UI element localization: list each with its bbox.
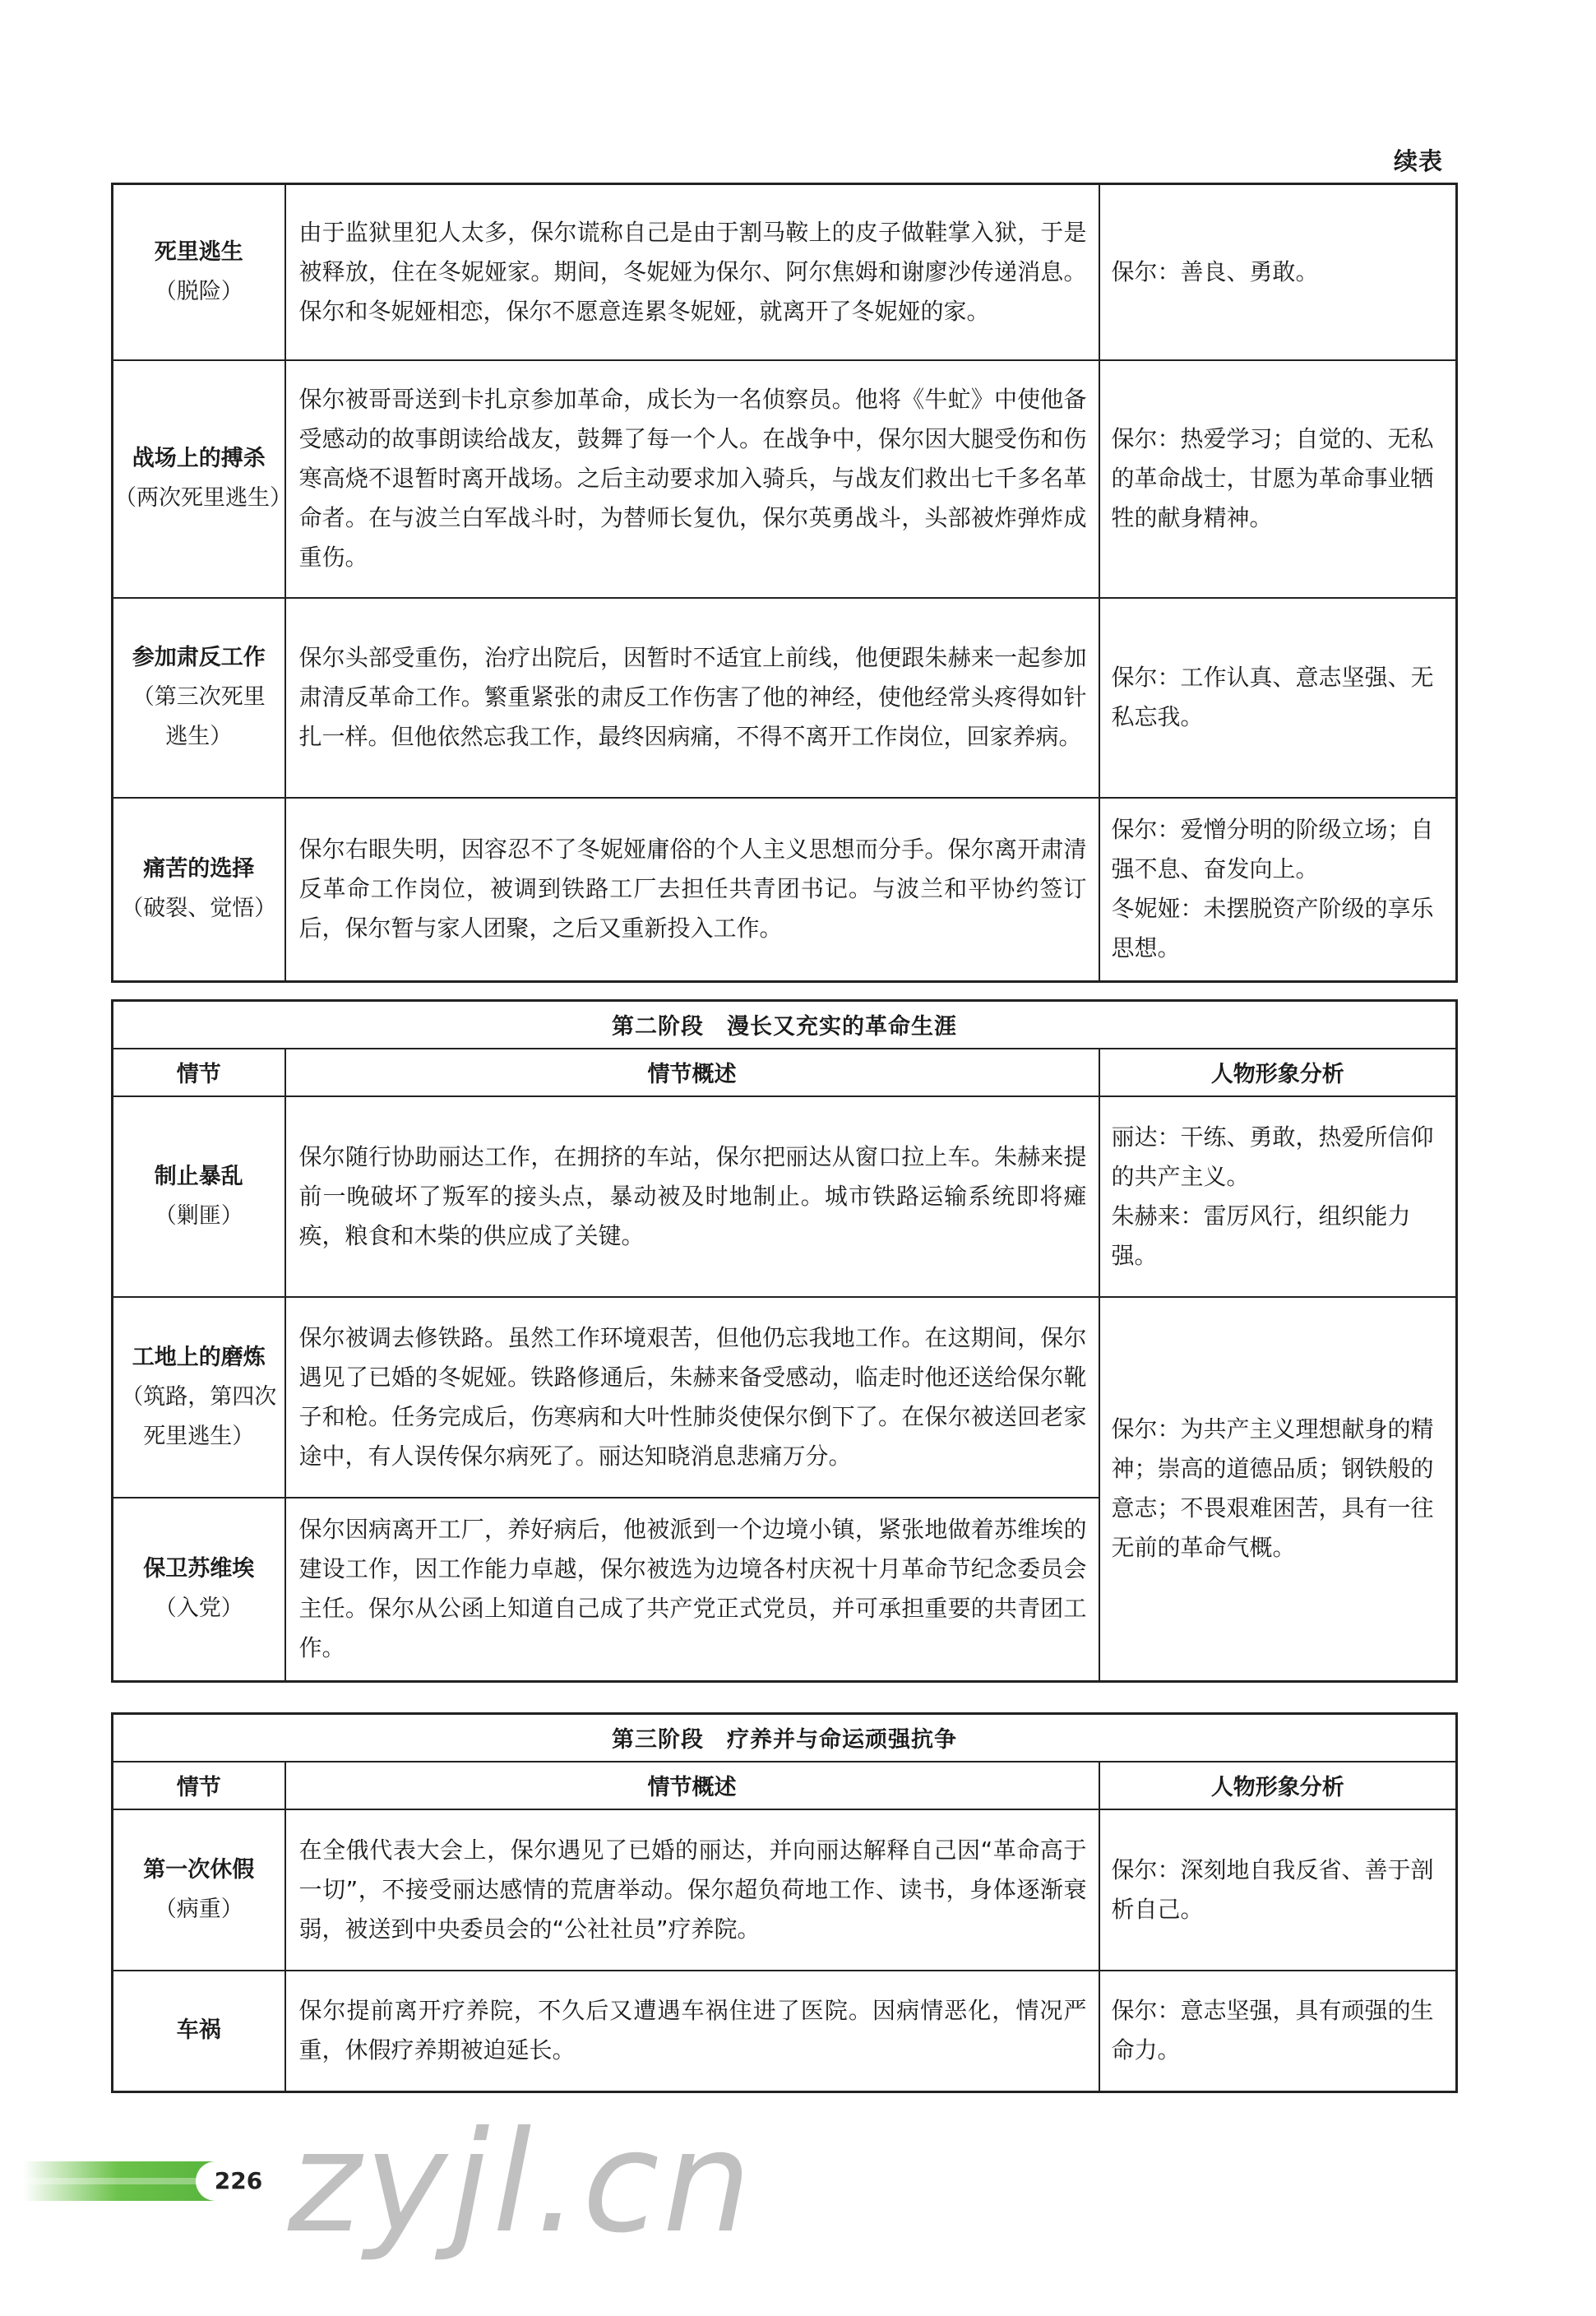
table-row (113, 1971, 1457, 2092)
plot-name: 参加肃反工作 (132, 645, 266, 670)
plot-summary: 保尔被调去修铁路。虽然工作环境艰苦，但他仍忘我地工作。在这期间，保尔遇见了已婚的冬妮娅。铁路修通后，朱赫来备受感动，临走时他还送给保尔靴子和枪。任务完成后，伤寒病和大叶性肺炎使保尔倒下了。在保尔被送回老家途中，有人误传保尔病死了。丽达知晓消息悲痛万分。 (285, 1297, 1099, 1498)
plot-name-cell (113, 360, 292, 598)
plot-name-cell (113, 184, 285, 360)
table-row (113, 360, 1457, 598)
plot-name: 制止暴乱 (154, 1163, 243, 1189)
table-row (113, 184, 1457, 360)
plot-subtitle: （两次死里逃生） (114, 485, 292, 511)
plot-name: 战场上的搏杀 (132, 446, 266, 471)
plot-name: 第一次休假 (143, 1856, 255, 1883)
table-row (113, 798, 1457, 982)
plot-name: 死里逃生 (154, 239, 243, 265)
character-analysis: 保尔：善良、勇敢。 (1099, 184, 1457, 360)
plot-name-cell (113, 798, 285, 982)
character-analysis: 丽达：干练、勇敢，热爱所信仰的共产主义。 朱赫来：雷厉风行，组织能力强。 (1099, 1096, 1457, 1297)
plot-summary: 保尔被哥哥送到卡扎京参加革命，成长为一名侦察员。他将《牛虻》中使他备受感动的故事朗读给战友，鼓舞了每一个人。在战争中，保尔因大腿受伤和伤寒高烧不退暂时离开战场。之后主动要求加入骑兵，与战友们救出七千多名革命者。在与波兰白军战斗时，为替师长复仇，保尔英勇战斗，头部被炸弹炸成重伤。 (285, 360, 1099, 598)
table-row (113, 598, 1457, 798)
plot-subtitle: （筑路，第四次 (121, 1383, 277, 1410)
plot-subtitle: 死里逃生） (143, 1423, 255, 1449)
stage1-table (111, 183, 1458, 983)
plot-name: 痛苦的选择 (143, 856, 255, 882)
table-row (113, 1297, 1457, 1498)
plot-subtitle: （剿匪） (154, 1202, 243, 1229)
plot-subtitle: （破裂、觉悟） (121, 896, 277, 922)
column-header: 情节概述 (285, 1049, 1099, 1096)
plot-summary: 在全俄代表大会上，保尔遇见了已婚的丽达，并向丽达解释自己因“革命高于一切”，不接受丽达感情的荒唐举动。保尔超负荷地工作、读书，身体逐渐衰弱，被送到中央委员会的“公社社员”疗养院。 (285, 1809, 1099, 1971)
character-analysis: 保尔：意志坚强，具有顽强的生命力。 (1099, 1971, 1457, 2092)
header-row (113, 1762, 1457, 1809)
continued-label: 续表 (1394, 147, 1444, 175)
plot-summary: 保尔因病离开工厂，养好病后，他被派到一个边境小镇，紧张地做着苏维埃的建设工作，因工作能力卓越，保尔被选为边境各村庆祝十月革命节纪念委员会主任。保尔从公函上知道自己成了共产党正式党员，并可承担重要的共青团工作。 (285, 1498, 1099, 1682)
plot-subtitle: （第三次死里 (132, 684, 266, 710)
column-header: 人物形象分析 (1099, 1049, 1457, 1096)
header-row (113, 1049, 1457, 1096)
plot-name-cell (113, 1096, 285, 1297)
plot-summary: 保尔头部受重伤，治疗出院后，因暂时不适宜上前线，他便跟朱赫来一起参加肃清反革命工作。繁重紧张的肃反工作伤害了他的神经，使他经常头疼得如针扎一样。但他依然忘我工作，最终因病痛，不得不离开工作岗位，回家养病。 (285, 598, 1099, 798)
plot-name: 工地上的磨炼 (132, 1344, 266, 1370)
stage-title: 第二阶段 漫长又充实的革命生涯 (113, 1001, 1457, 1049)
stage-title-row (113, 1714, 1457, 1762)
plot-name: 车祸 (176, 2017, 221, 2044)
table-row (113, 1809, 1457, 1971)
plot-summary: 保尔右眼失明，因容忍不了冬妮娅庸俗的个人主义思想而分手。保尔离开肃清反革命工作岗位，被调到铁路工厂去担任共青团书记。与波兰和平协约签订后，保尔暂与家人团聚，之后又重新投入工作。 (285, 798, 1099, 982)
plot-summary: 由于监狱里犯人太多，保尔谎称自己是由于割马鞍上的皮子做鞋掌入狱，于是被释放，住在冬妮娅家。期间，冬妮娅为保尔、阿尔焦姆和谢廖沙传递消息。保尔和冬妮娅相恋，保尔不愿意连累冬妮娅，就离开了冬妮娅的家。 (285, 184, 1099, 360)
page-number: 226 (196, 2161, 281, 2201)
plot-subtitle: （入党） (154, 1596, 243, 1622)
character-analysis: 保尔：工作认真、意志坚强、无私忘我。 (1099, 598, 1457, 798)
character-analysis: 保尔：爱憎分明的阶级立场；自强不息、奋发向上。 冬妮娅：未摆脱资产阶级的享乐思想。 (1099, 798, 1457, 982)
column-header: 人物形象分析 (1099, 1762, 1457, 1809)
plot-name-cell (113, 1498, 285, 1682)
column-header: 情节概述 (285, 1762, 1099, 1809)
character-analysis: 保尔：热爱学习；自觉的、无私的革命战士，甘愿为革命事业牺牲的献身精神。 (1099, 360, 1457, 598)
watermark-text: zyjl.cn (288, 2101, 755, 2264)
stage-title-row (113, 1001, 1457, 1049)
plot-subtitle: 逃生） (165, 724, 233, 749)
plot-name-cell (113, 1971, 285, 2092)
plot-name-cell (113, 1297, 285, 1498)
plot-name-cell (113, 1809, 285, 1971)
plot-summary: 保尔随行协助丽达工作，在拥挤的车站，保尔把丽达从窗口拉上车。朱赫来提前一晚破坏了叛军的接头点，暴动被及时地制止。城市铁路运输系统即将瘫痪，粮食和木柴的供应成了关键。 (285, 1096, 1099, 1297)
plot-subtitle: （病重） (154, 1896, 243, 1922)
stage3-table (111, 1712, 1458, 2093)
column-header: 情节 (113, 1762, 285, 1809)
plot-name: 保卫苏维埃 (143, 1556, 255, 1582)
plot-subtitle: （脱险） (154, 278, 243, 304)
plot-name-cell (113, 598, 285, 798)
table-row (113, 1096, 1457, 1297)
stage2-table (111, 999, 1458, 1683)
stage-title: 第三阶段 疗养并与命运顽强抗争 (113, 1714, 1457, 1762)
character-analysis: 保尔：为共产主义理想献身的精神；崇高的道德品质；钢铁般的意志；不畏艰难困苦，具有一往无前的革命气概。 (1099, 1297, 1457, 1682)
plot-summary: 保尔提前离开疗养院，不久后又遭遇车祸住进了医院。因病情恶化，情况严重，休假疗养期被迫延长。 (285, 1971, 1099, 2092)
character-analysis: 保尔：深刻地自我反省、善于剖析自己。 (1099, 1809, 1457, 1971)
column-header: 情节 (113, 1049, 285, 1096)
